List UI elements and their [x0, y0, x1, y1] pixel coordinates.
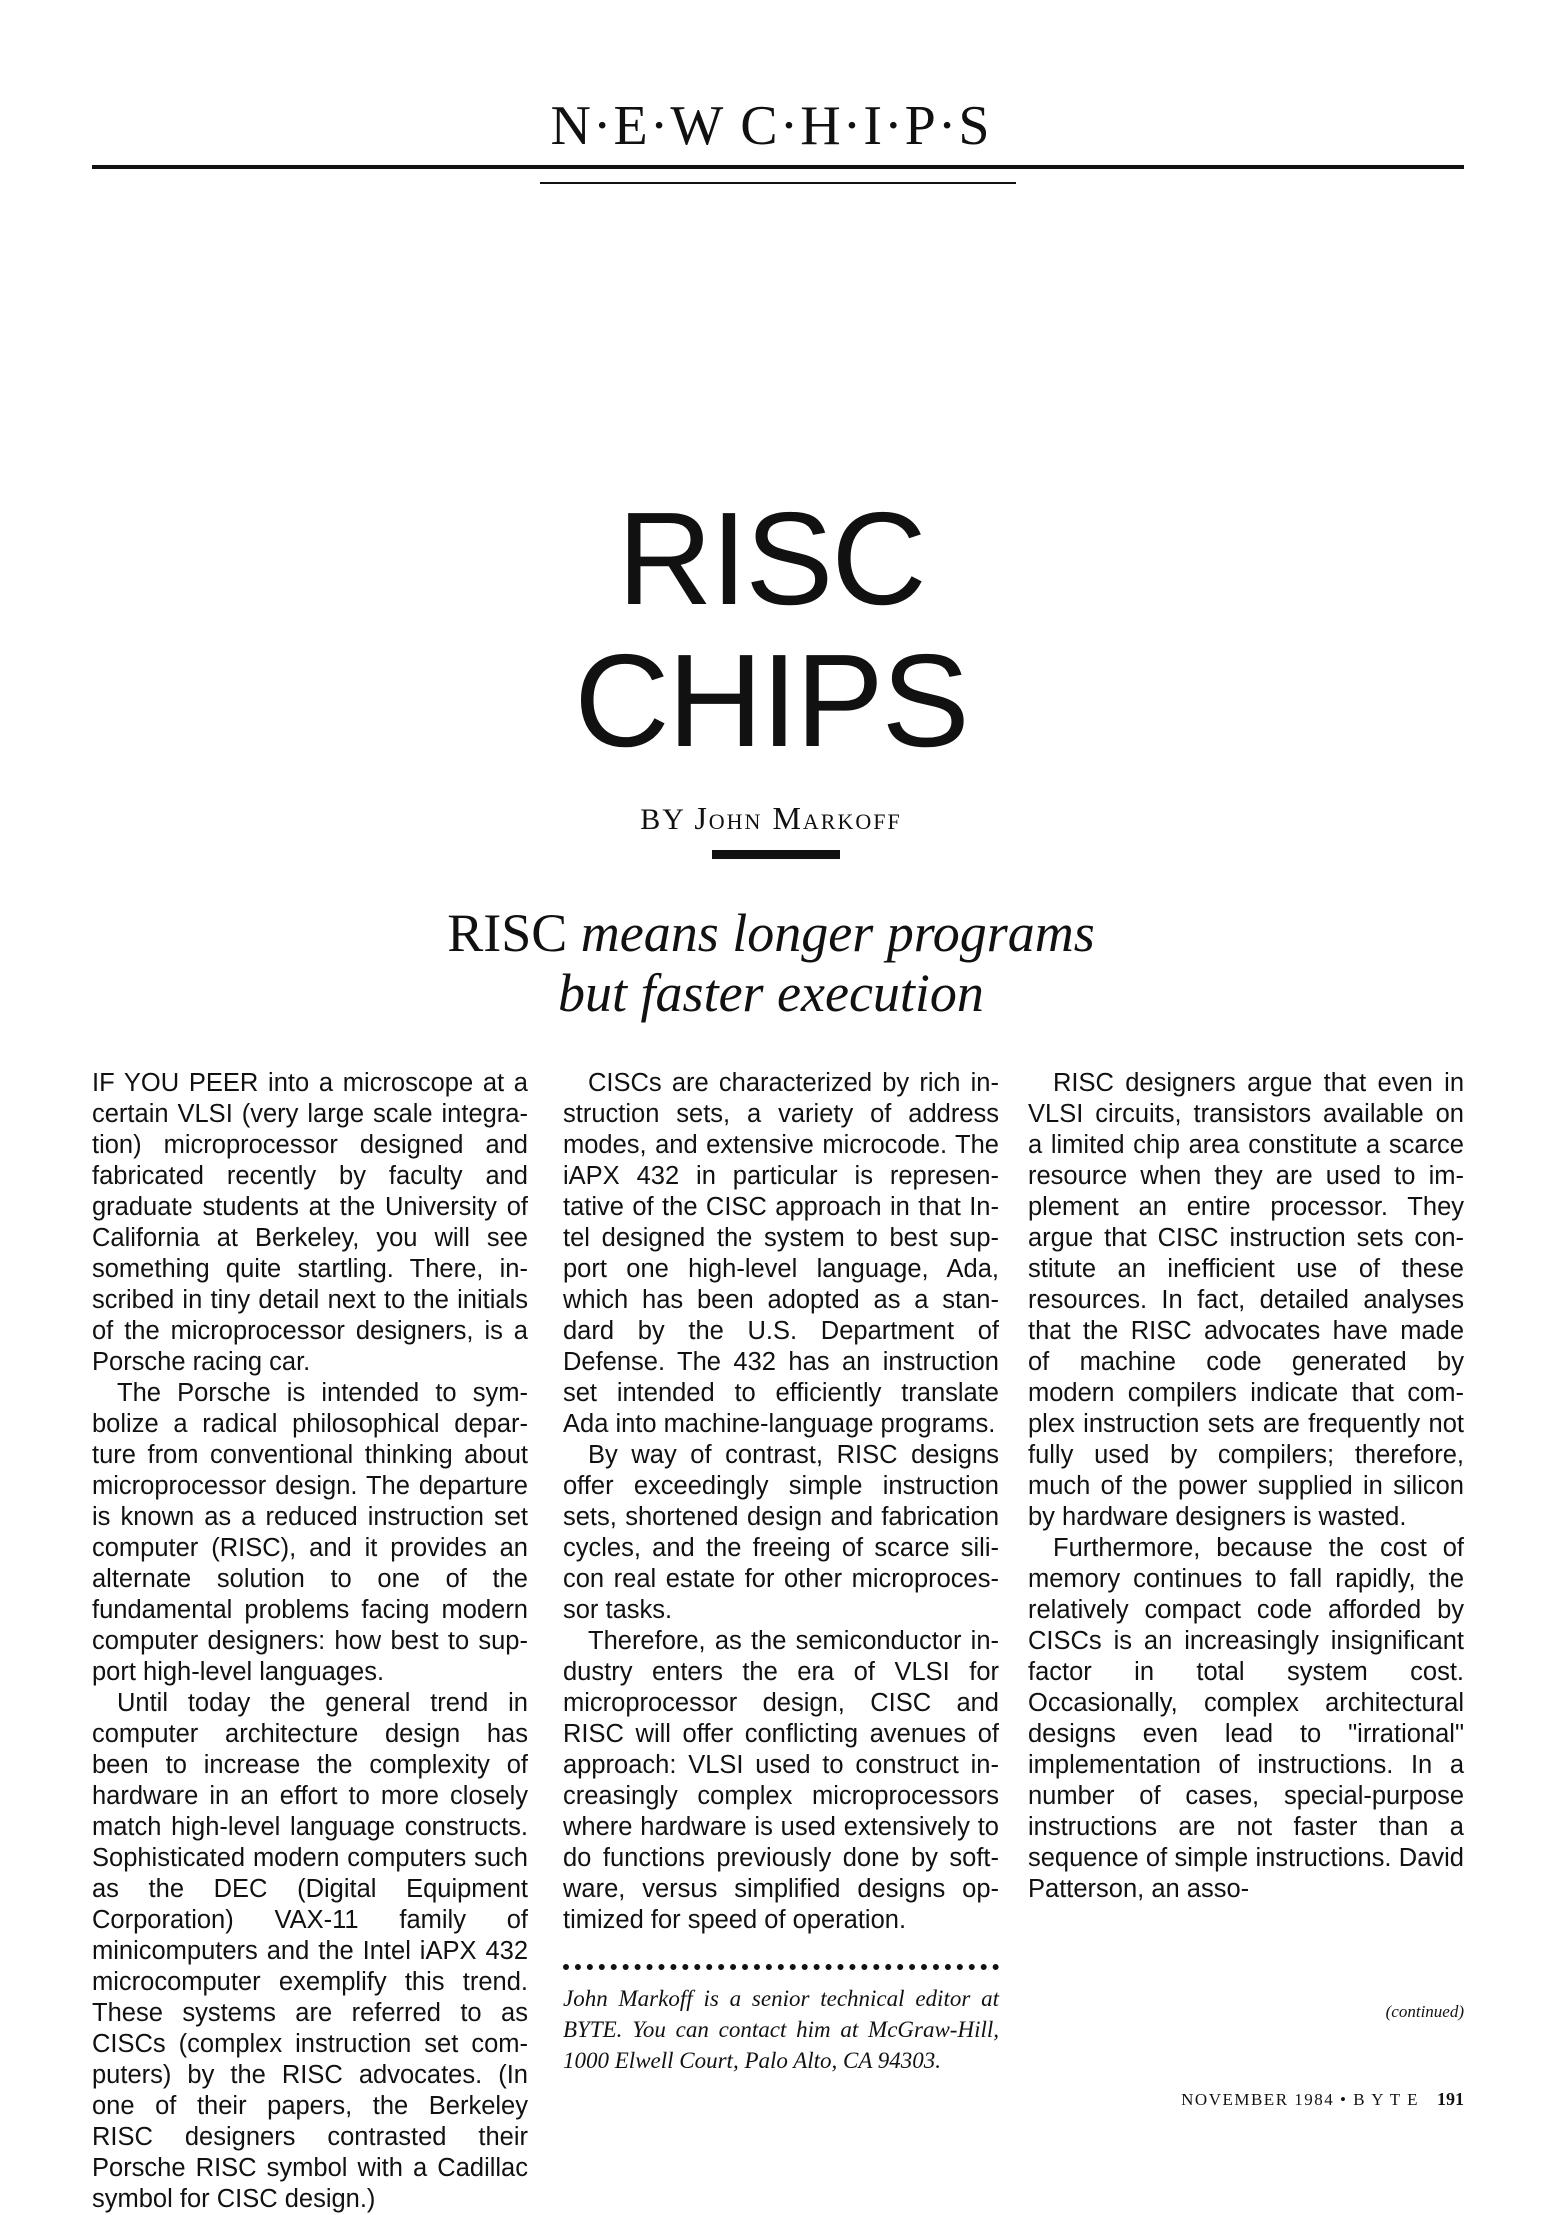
title-line-2: CHIPS [574, 627, 968, 774]
bio-dotted-rule [563, 1964, 999, 1970]
deck-lead: RISC [447, 903, 568, 963]
byline-bar [712, 850, 840, 859]
title-line-1: RISC [617, 485, 925, 632]
deck-rest: means longer programs [580, 903, 1095, 963]
continued-label: (continued) [1385, 2002, 1464, 2021]
page-number: 191 [1437, 2089, 1464, 2109]
byline-by: BY [640, 803, 685, 836]
page-footer [1181, 2089, 1464, 2110]
deck-line-2-text: but faster execution [558, 963, 984, 1023]
deck-line-1 [0, 903, 1542, 963]
byline [0, 800, 1542, 837]
header-rule-thick [92, 165, 1464, 169]
header-rule-thin [540, 182, 1016, 184]
footer-issue: NOVEMBER 1984 • B Y T E [1181, 2090, 1419, 2109]
body-column-1 [92, 1068, 528, 2215]
paragraph-3: Until today the general trend in computer architecture design has been to increase the complexity of hardware in an effort to more closely match high-level language constructs. Sophisticated modern computers such as the DEC (Digital Equipment Corporation) VAX-11 family of minicomputers and the Intel iAPX 432 microcomputer exemplify this trend. These systems are referred to as CISCs (complex instruction set computers) by the RISC advocates. (In one of their papers, the Berkeley RISC designers contrasted their Porsche RISC symbol with a Cadillac symbol for CISC design.) [92, 1689, 528, 2213]
paragraph-4: CISCs are characterized by rich instruction sets, a variety of address modes, and extensive microcode. The iAPX 432 in particular is representative of the CISC approach in that Intel designed the system to best support one high-level language, Ada, which has been adopted as a standard by the U.S. Department of Defense. The 432 has an instruction set intended to efficiently translate Ada into machine-language programs. [563, 1069, 999, 1438]
paragraph-5: By way of contrast, RISC designs offer exceedingly simple instruction sets, shortened design and fabrication cycles, and the freeing of scarce silicon real estate for other microprocessor tasks. [563, 1441, 999, 1624]
paragraph-8: Furthermore, because the cost of memory continues to fall rapidly, the relatively compact code afforded by CISCs is an increasingly insignificant factor in total system cost. Occasionally, complex architectural designs even lead to "irrational" implementation of instructions. In a number of cases, special-purpose instructions are not faster than a sequence of simple instructions. David Patterson, an asso- [1028, 1534, 1464, 1903]
body-column-2 [563, 1068, 999, 1936]
body-column-3 [1028, 1068, 1464, 1905]
byline-author: John Markoff [694, 800, 902, 836]
author-bio: John Markoff is a senior technical editor at BYTE. You can contact him at McGraw-Hill, 1000 Elwell Court, Palo Alto, CA 94303. [563, 1986, 999, 2073]
paragraph-1: IF YOU PEER into a microscope at a certain VLSI (very large scale integration) microprocessor designed and fabricated recently by faculty and graduate students at the University of California at Berkeley, you will see something quite startling. There, inscribed in tiny detail next to the initials of the microprocessor designers, is a Porsche racing car. [92, 1069, 528, 1376]
paragraph-2: The Porsche is intended to symbolize a radical philosophical departure from conventional thinking about microprocessor design. The departure is known as a reduced instruction set computer (RISC), and it provides an alternate solution to one of the fundamental problems facing modern computer designers: how best to support high-level languages. [92, 1379, 528, 1686]
article-title [0, 485, 1542, 774]
deck [0, 903, 1542, 1023]
paragraph-6: Therefore, as the semiconductor industry enters the era of VLSI for microprocessor design, CISC and RISC will offer conflicting avenues of approach: VLSI used to construct increasingly complex microprocessors where hardware is used extensively to do functions previously done by software, versus simplified designs optimized for speed of operation. [563, 1627, 999, 1934]
section-header: N·E·W C·H·I·P·S [550, 95, 992, 157]
deck-line-2 [0, 963, 1542, 1023]
paragraph-7: RISC designers argue that even in VLSI circuits, transistors available on a limited chip area constitute a scarce resource when they are used to implement an entire processor. They argue that CISC instruction sets constitute an inefficient use of these resources. In fact, detailed analyses that the RISC advocates have made of machine code generated by modern compilers indicate that complex instruction sets are frequently not fully used by compilers; therefore, much of the power supplied in silicon by hardware designers is wasted. [1028, 1069, 1464, 1531]
